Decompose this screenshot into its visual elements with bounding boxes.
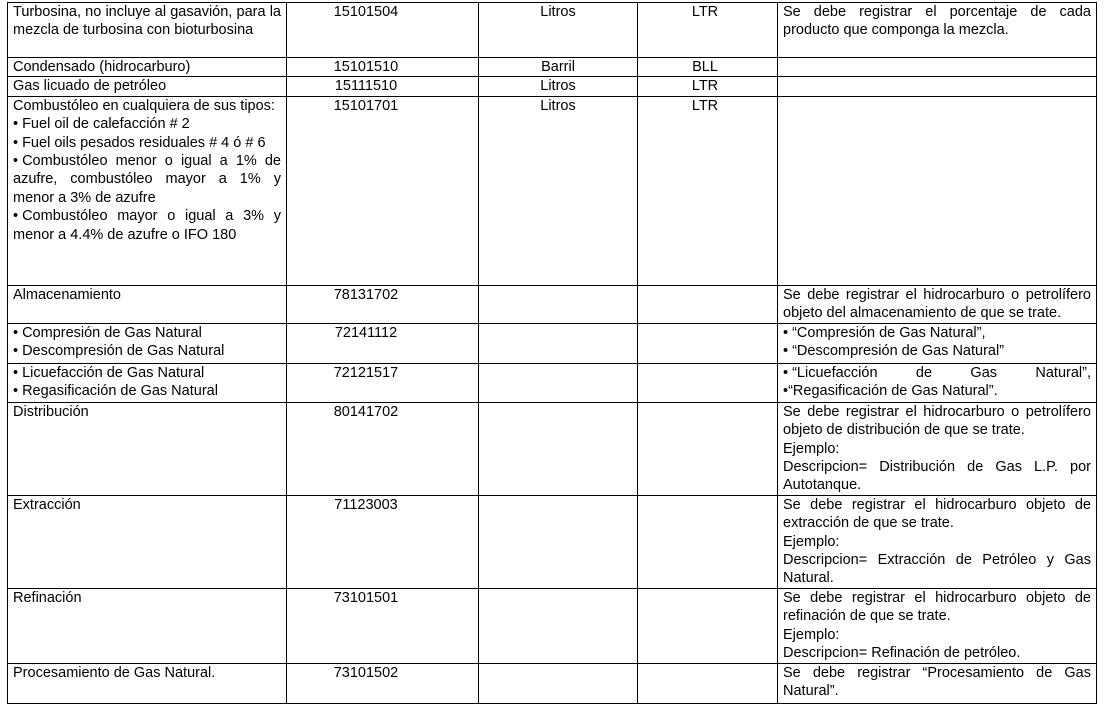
concept-text: Gas licuado de petróleo	[13, 78, 167, 95]
product-key: 72141112	[334, 324, 398, 341]
concept-text: Extracción	[13, 496, 81, 513]
unit-cell	[479, 363, 638, 402]
unit-key-cell	[638, 588, 778, 663]
product-key: 15101504	[333, 4, 399, 20]
concept-text: Condensado (hidrocarburo)	[13, 59, 191, 75]
unit-name: Litros	[540, 78, 576, 95]
unit-key-cell	[638, 285, 778, 323]
key-cell	[287, 495, 479, 588]
unit-key-cell	[638, 77, 778, 96]
notes-cell	[778, 285, 1097, 323]
unit-key-cell	[638, 495, 778, 588]
concept-cell	[8, 402, 287, 495]
concept-bullet: • Combustóleo menor o igual a 1% de azufre, combustóleo mayor a 1% y menor a 3% de azufre	[13, 152, 281, 207]
table-body	[8, 3, 1097, 704]
key-cell	[287, 96, 479, 285]
product-key: 80141702	[333, 403, 399, 420]
unit-key: LTR	[691, 78, 719, 95]
table-row	[8, 58, 1097, 77]
unit-key-cell	[638, 96, 778, 285]
note-line: Se debe registrar el hidrocarburo objeto de extracción de que se trate.	[783, 496, 1091, 532]
product-key: 15111510	[334, 78, 398, 95]
concept-cell	[8, 363, 287, 402]
note-line: Descripcion= Extracción de Petróleo y Gas Natural.	[783, 552, 1091, 587]
concept-cell	[8, 3, 287, 58]
notes-cell	[778, 323, 1097, 363]
product-key: 72121517	[333, 364, 399, 381]
concept-cell	[8, 285, 287, 323]
concept-bullet: • Descompresión de Gas Natural	[13, 342, 281, 360]
concept-text: Refinación	[13, 589, 82, 606]
note-line: Se debe registrar “Procesamiento de Gas Natural”.	[783, 664, 1091, 699]
unit-cell	[479, 285, 638, 323]
key-cell	[287, 663, 479, 703]
key-cell	[287, 323, 479, 363]
product-key: 15101701	[333, 97, 399, 114]
concept-cell	[8, 588, 287, 663]
concept-cell	[8, 77, 287, 96]
note-bullet: • “Compresión de Gas Natural”,	[783, 324, 1091, 342]
concept-bullet: • Combustóleo mayor o igual a 3% y menor a 4.4% de azufre o IFO 180	[13, 207, 281, 244]
notes-cell	[778, 96, 1097, 285]
concept-bullet: • Licuefacción de Gas Natural	[13, 364, 281, 382]
concept-bullet: • Fuel oil de calefacción # 2	[13, 115, 281, 133]
note-line: Se debe registrar el hidrocarburo o petrolífero objeto de distribución de que se trate.	[783, 403, 1091, 439]
unit-key-cell	[638, 663, 778, 703]
unit-key-cell	[638, 323, 778, 363]
unit-cell	[479, 3, 638, 58]
concept-text: Combustóleo en cualquiera de sus tipos:	[13, 97, 275, 114]
unit-key-cell	[638, 402, 778, 495]
unit-name: Litros	[540, 97, 576, 114]
unit-key-cell	[638, 58, 778, 77]
unit-cell	[479, 77, 638, 96]
table-row	[8, 285, 1097, 323]
concept-text: Distribución	[13, 403, 89, 420]
concept-cell	[8, 96, 287, 285]
note-line: Se debe registrar el porcentaje de cada producto que componga la mezcla.	[783, 4, 1091, 39]
product-key: 15101510	[333, 59, 399, 75]
unit-cell	[479, 495, 638, 588]
notes-cell	[778, 77, 1097, 96]
table-row	[8, 363, 1097, 402]
product-key: 71123003	[334, 496, 398, 513]
table-row	[8, 663, 1097, 703]
concept-cell	[8, 663, 287, 703]
concept-cell	[8, 495, 287, 588]
note-line: Descripcion= Distribución de Gas L.P. por Autotanque.	[783, 459, 1091, 494]
note-bullet: • “Licuefacción de Gas Natural”, •“Regasificación de Gas Natural”.	[783, 364, 1091, 401]
note-line: Ejemplo:	[783, 440, 840, 457]
key-cell	[287, 285, 479, 323]
notes-cell	[778, 663, 1097, 703]
concept-bullet: • Fuel oils pesados residuales # 4 ó # 6	[13, 134, 281, 152]
notes-cell	[778, 588, 1097, 663]
note-line: Ejemplo:	[783, 626, 840, 643]
unit-key-cell	[638, 363, 778, 402]
key-cell	[287, 363, 479, 402]
product-key: 78131702	[333, 286, 399, 303]
note-line: Se debe registrar el hidrocarburo objeto de refinación de que se trate.	[783, 589, 1091, 625]
product-key: 73101502	[333, 664, 399, 681]
product-catalog-table	[7, 2, 1097, 704]
unit-key: BLL	[692, 59, 718, 75]
table-row	[8, 77, 1097, 96]
unit-name: Barril	[541, 59, 575, 75]
notes-cell	[778, 363, 1097, 402]
table-row	[8, 96, 1097, 285]
unit-name: Litros	[540, 4, 576, 20]
concept-cell	[8, 58, 287, 77]
key-cell	[287, 3, 479, 58]
unit-key-cell	[638, 3, 778, 58]
concept-bullet: • Regasificación de Gas Natural	[13, 382, 281, 400]
notes-cell	[778, 402, 1097, 495]
table-row	[8, 3, 1097, 58]
unit-cell	[479, 323, 638, 363]
concept-text: Almacenamiento	[13, 286, 121, 303]
unit-cell	[479, 58, 638, 77]
key-cell	[287, 402, 479, 495]
unit-key: LTR	[691, 4, 719, 20]
notes-cell	[778, 58, 1097, 77]
concept-text: Turbosina, no incluye al gasavión, para la mezcla de turbosina con bioturbosina	[13, 4, 281, 39]
product-key: 73101501	[333, 589, 399, 606]
concept-cell	[8, 323, 287, 363]
notes-cell	[778, 3, 1097, 58]
unit-cell	[479, 663, 638, 703]
note-line: Descripcion= Refinación de petróleo.	[783, 645, 1021, 662]
note-line: Ejemplo:	[783, 533, 840, 550]
concept-text: Procesamiento de Gas Natural.	[13, 664, 216, 681]
key-cell	[287, 77, 479, 96]
unit-cell	[479, 588, 638, 663]
table-row	[8, 588, 1097, 663]
key-cell	[287, 588, 479, 663]
table-row	[8, 402, 1097, 495]
unit-cell	[479, 402, 638, 495]
unit-cell	[479, 96, 638, 285]
key-cell	[287, 58, 479, 77]
concept-bullet: • Compresión de Gas Natural	[13, 324, 281, 342]
table-row	[8, 495, 1097, 588]
notes-cell	[778, 495, 1097, 588]
note-bullet: • “Descompresión de Gas Natural”	[783, 342, 1091, 360]
unit-key: LTR	[691, 97, 719, 114]
table-row	[8, 323, 1097, 363]
note-line: Se debe registrar el hidrocarburo o petrolífero objeto del almacenamiento de que se trate.	[783, 286, 1091, 322]
